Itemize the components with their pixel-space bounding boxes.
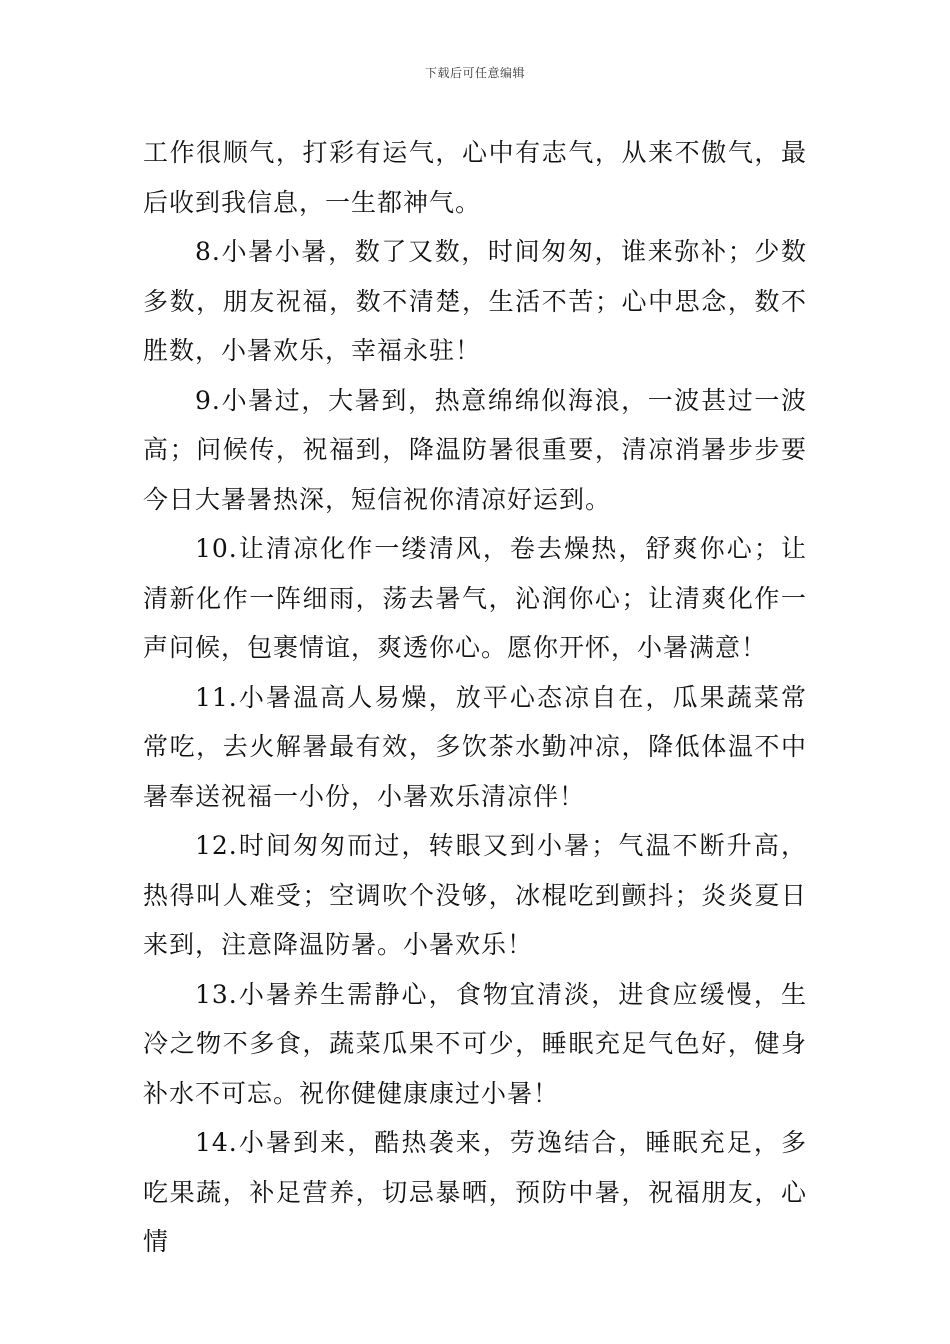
paragraph-item-12: 12.时间匆匆而过，转眼又到小暑；气温不断升高，热得叫人难受；空调吹个没够，冰棍吃到颤抖；炎炎夏日来到，注意降温防暑。小暑欢乐！ xyxy=(143,831,807,959)
paragraph-item-14: 14.小暑到来，酷热袭来，劳逸结合，睡眠充足，多吃果蔬，补足营养，切忌暴晒，预防中暑，祝福朋友，心情 xyxy=(143,1128,807,1256)
page-header: 下载后可任意编辑 xyxy=(424,66,525,80)
paragraph-item-8: 8.小暑小暑，数了又数，时间匆匆，谁来弥补；少数多数，朋友祝福，数不清楚，生活不苦；心中思念，数不胜数，小暑欢乐，幸福永驻！ xyxy=(143,237,807,365)
paragraph-item-11: 11.小暑温高人易燥，放平心态凉自在，瓜果蔬菜常常吃，去火解暑最有效，多饮茶水勤冲凉，降低体温不中暑奉送祝福一小份，小暑欢乐清凉伴！ xyxy=(143,682,807,811)
paragraph-item-10: 10.让清凉化作一缕清风，卷去燥热，舒爽你心；让清新化作一阵细雨，荡去暑气，沁润你心；让清爽化作一声问候，包裹情谊，爽透你心。愿你开怀，小暑满意！ xyxy=(143,534,807,662)
paragraph-item-13: 13.小暑养生需静心，食物宜清淡，进食应缓慢，生冷之物不多食，蔬菜瓜果不可少，睡眠充足气色好，健身补水不可忘。祝你健健康康过小暑！ xyxy=(143,979,807,1108)
document-body xyxy=(143,128,807,1267)
paragraph-continuation: 工作很顺气，打彩有运气，心中有志气，从来不傲气，最后收到我信息，一生都神气。 xyxy=(143,138,807,217)
paragraph-item-9: 9.小暑过，大暑到，热意绵绵似海浪，一波甚过一波高；问候传，祝福到，降温防暑很重要，清凉消暑步步要今日大暑暑热深，短信祝你清凉好运到。 xyxy=(143,385,807,514)
